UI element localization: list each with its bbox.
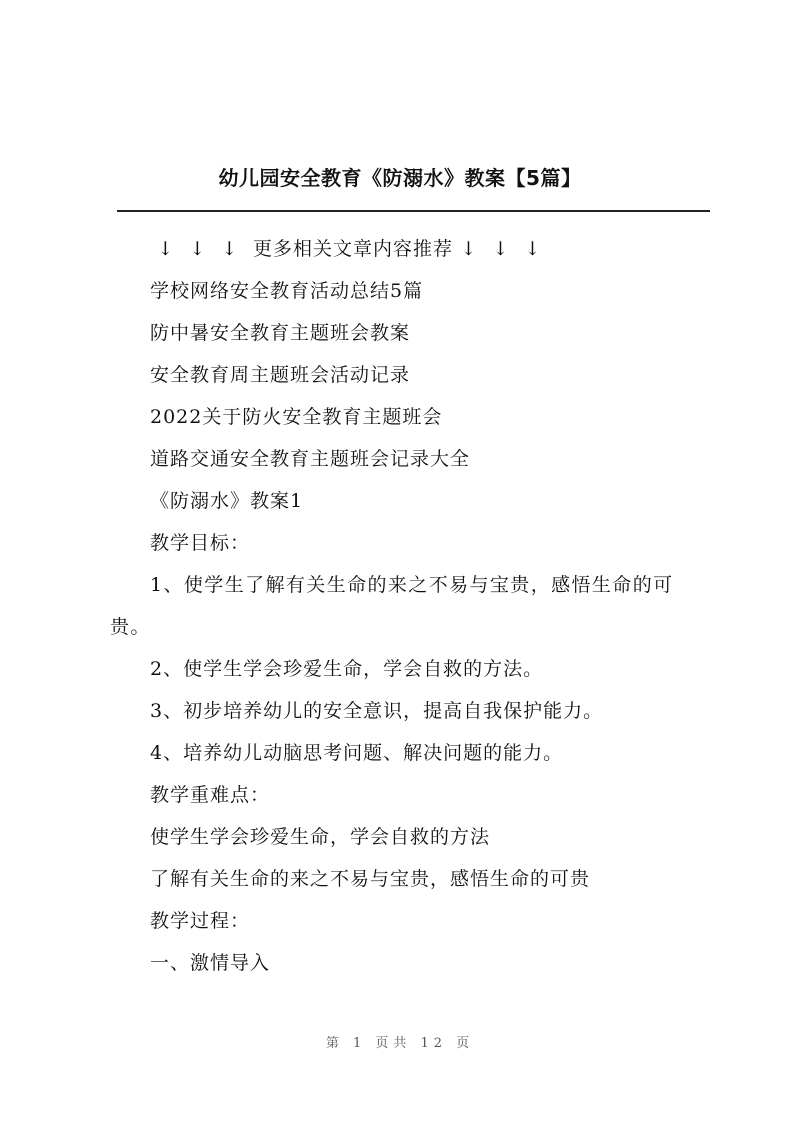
lesson-heading: 《防溺水》教案1 <box>150 490 304 512</box>
document-title: 幼儿园安全教育《防溺水》教案【5篇】 <box>218 166 582 190</box>
goal-paragraph: 3、初步培养幼儿的安全意识，提高自我保护能力。 <box>150 700 604 722</box>
key-point: 使学生学会珍爱生命，学会自救的方法 <box>150 826 491 848</box>
down-arrow-icon: ↓ <box>221 238 239 260</box>
goal-paragraph: 2、使学生学会珍爱生命，学会自救的方法。 <box>150 658 544 680</box>
recommended-link[interactable]: 2022关于防火安全教育主题班会 <box>150 406 443 428</box>
recommended-link[interactable]: 学校网络安全教育活动总结5篇 <box>150 280 424 302</box>
down-arrow-icon: ↓ <box>460 238 478 260</box>
down-arrow-icon: ↓ <box>492 238 510 260</box>
recommended-link[interactable]: 防中暑安全教育主题班会教案 <box>150 322 411 344</box>
document-body <box>110 228 710 984</box>
process-heading: 教学过程： <box>150 910 251 932</box>
key-points-heading: 教学重难点： <box>150 784 271 806</box>
recommend-header-text: 更多相关文章内容推荐 <box>253 238 454 260</box>
key-point: 了解有关生命的来之不易与宝贵，感悟生命的可贵 <box>150 868 591 890</box>
goal-paragraph: 1、使学生了解有关生命的来之不易与宝贵，感悟生命的可贵。 <box>110 574 674 638</box>
recommended-link[interactable]: 安全教育周主题班会活动记录 <box>150 364 411 386</box>
down-arrow-icon: ↓ <box>524 238 542 260</box>
title-divider <box>117 210 710 212</box>
recommend-header <box>110 228 710 270</box>
goal-paragraph: 4、培养幼儿动脑思考问题、解决问题的能力。 <box>150 742 564 764</box>
process-step: 一、激情导入 <box>150 952 271 974</box>
recommended-link[interactable]: 道路交通安全教育主题班会记录大全 <box>150 448 471 470</box>
page-number: 第 1 页共 12 页 <box>325 1036 475 1051</box>
down-arrow-icon: ↓ <box>189 238 207 260</box>
down-arrow-icon: ↓ <box>157 238 175 260</box>
goals-heading: 教学目标： <box>150 532 251 554</box>
